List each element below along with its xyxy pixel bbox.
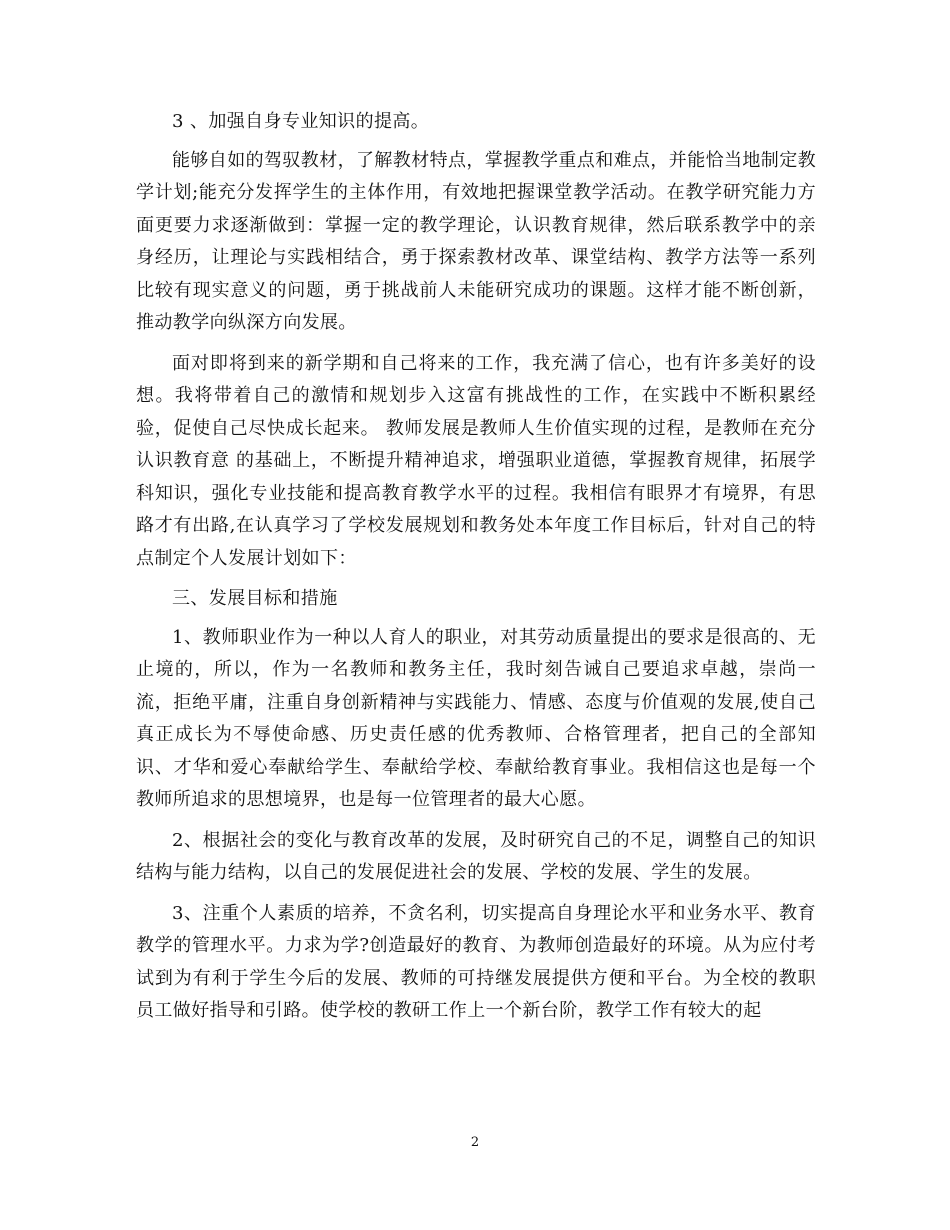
section-heading-3: 3 、加强自身专业知识的提高。 [172,111,430,132]
paragraph-new-semester: 面对即将到来的新学期和自己将来的工作，我充满了信心，也有许多美好的设想。我将带着自己的激情和规划步入这富有挑战性的工作，在实践中不断积累经验，促使自己尽快成长起来。 教师发展是教师人生价值实现的过程，是教师在充分认识教育意 的基础上，不断提升精神追求，增强职业道德，掌握教育规律，拓展学科知识，强化专业技能和提高教育教学水平的过程。我相信有眼界才有境界，有思路才有出路,在认真学习了学校发展规划和教务处本年度工作目标后，针对自己的特点制定个人发展计划如下： [136,352,816,569]
page-body [136,106,816,1036]
section-heading-goals: 三、发展目标和措施 [172,588,338,609]
paragraph-item-2: 2、根据社会的变化与教育改革的发展，及时研究自己的不足，调整自己的知识结构与能力结构，以自己的发展促进社会的发展、学校的发展、学生的发展。 [136,829,816,883]
paragraph-item-1: 1、教师职业作为一种以人育人的职业，对其劳动质量提出的要求是很高的、无止境的，所以，作为一名教师和教务主任，我时刻告诫自己要追求卓越，崇尚一流，拒绝平庸，注重自身创新精神与实践能力、情感、态度与价值观的发展,使自己真正成长为不辱使命感、历史责任感的优秀教师、合格管理者，把自己的全部知识、才华和爱心奉献给学生、奉献给学校、奉献给教育事业。我相信这也是每一个教师所追求的思想境界，也是每一位管理者的最大心愿。 [136,626,816,810]
page-number: 2 [470,1135,480,1150]
paragraph-item-3: 3、注重个人素质的培养，不贪名利，切实提高自身理论水平和业务水平、教育教学的管理水平。力求为学?创造最好的教育、为教师创造最好的环境。从为应付考试到为有利于学生今后的发展、教师的可持继发展提供方便和平台。为全校的教职员工做好指导和引路。使学校的教研工作上一个新台阶，教学工作有较大的起 [136,902,816,1021]
paragraph-teaching-materials: 能够自如的驾驭教材，了解教材特点，掌握教学重点和难点，并能恰当地制定教学计划;能充分发挥学生的主体作用，有效地把握课堂教学活动。在教学研究能力方面更要力求逐渐做到：掌握一定的教学理论，认识教育规律，然后联系教学中的亲身经历，让理论与实践相结合，勇于探索教材改革、课堂结构、教学方法等一系列比较有现实意义的问题，勇于挑战前人未能研究成功的课题。这样才能不断创新，推动教学向纵深方向发展。 [136,149,816,333]
